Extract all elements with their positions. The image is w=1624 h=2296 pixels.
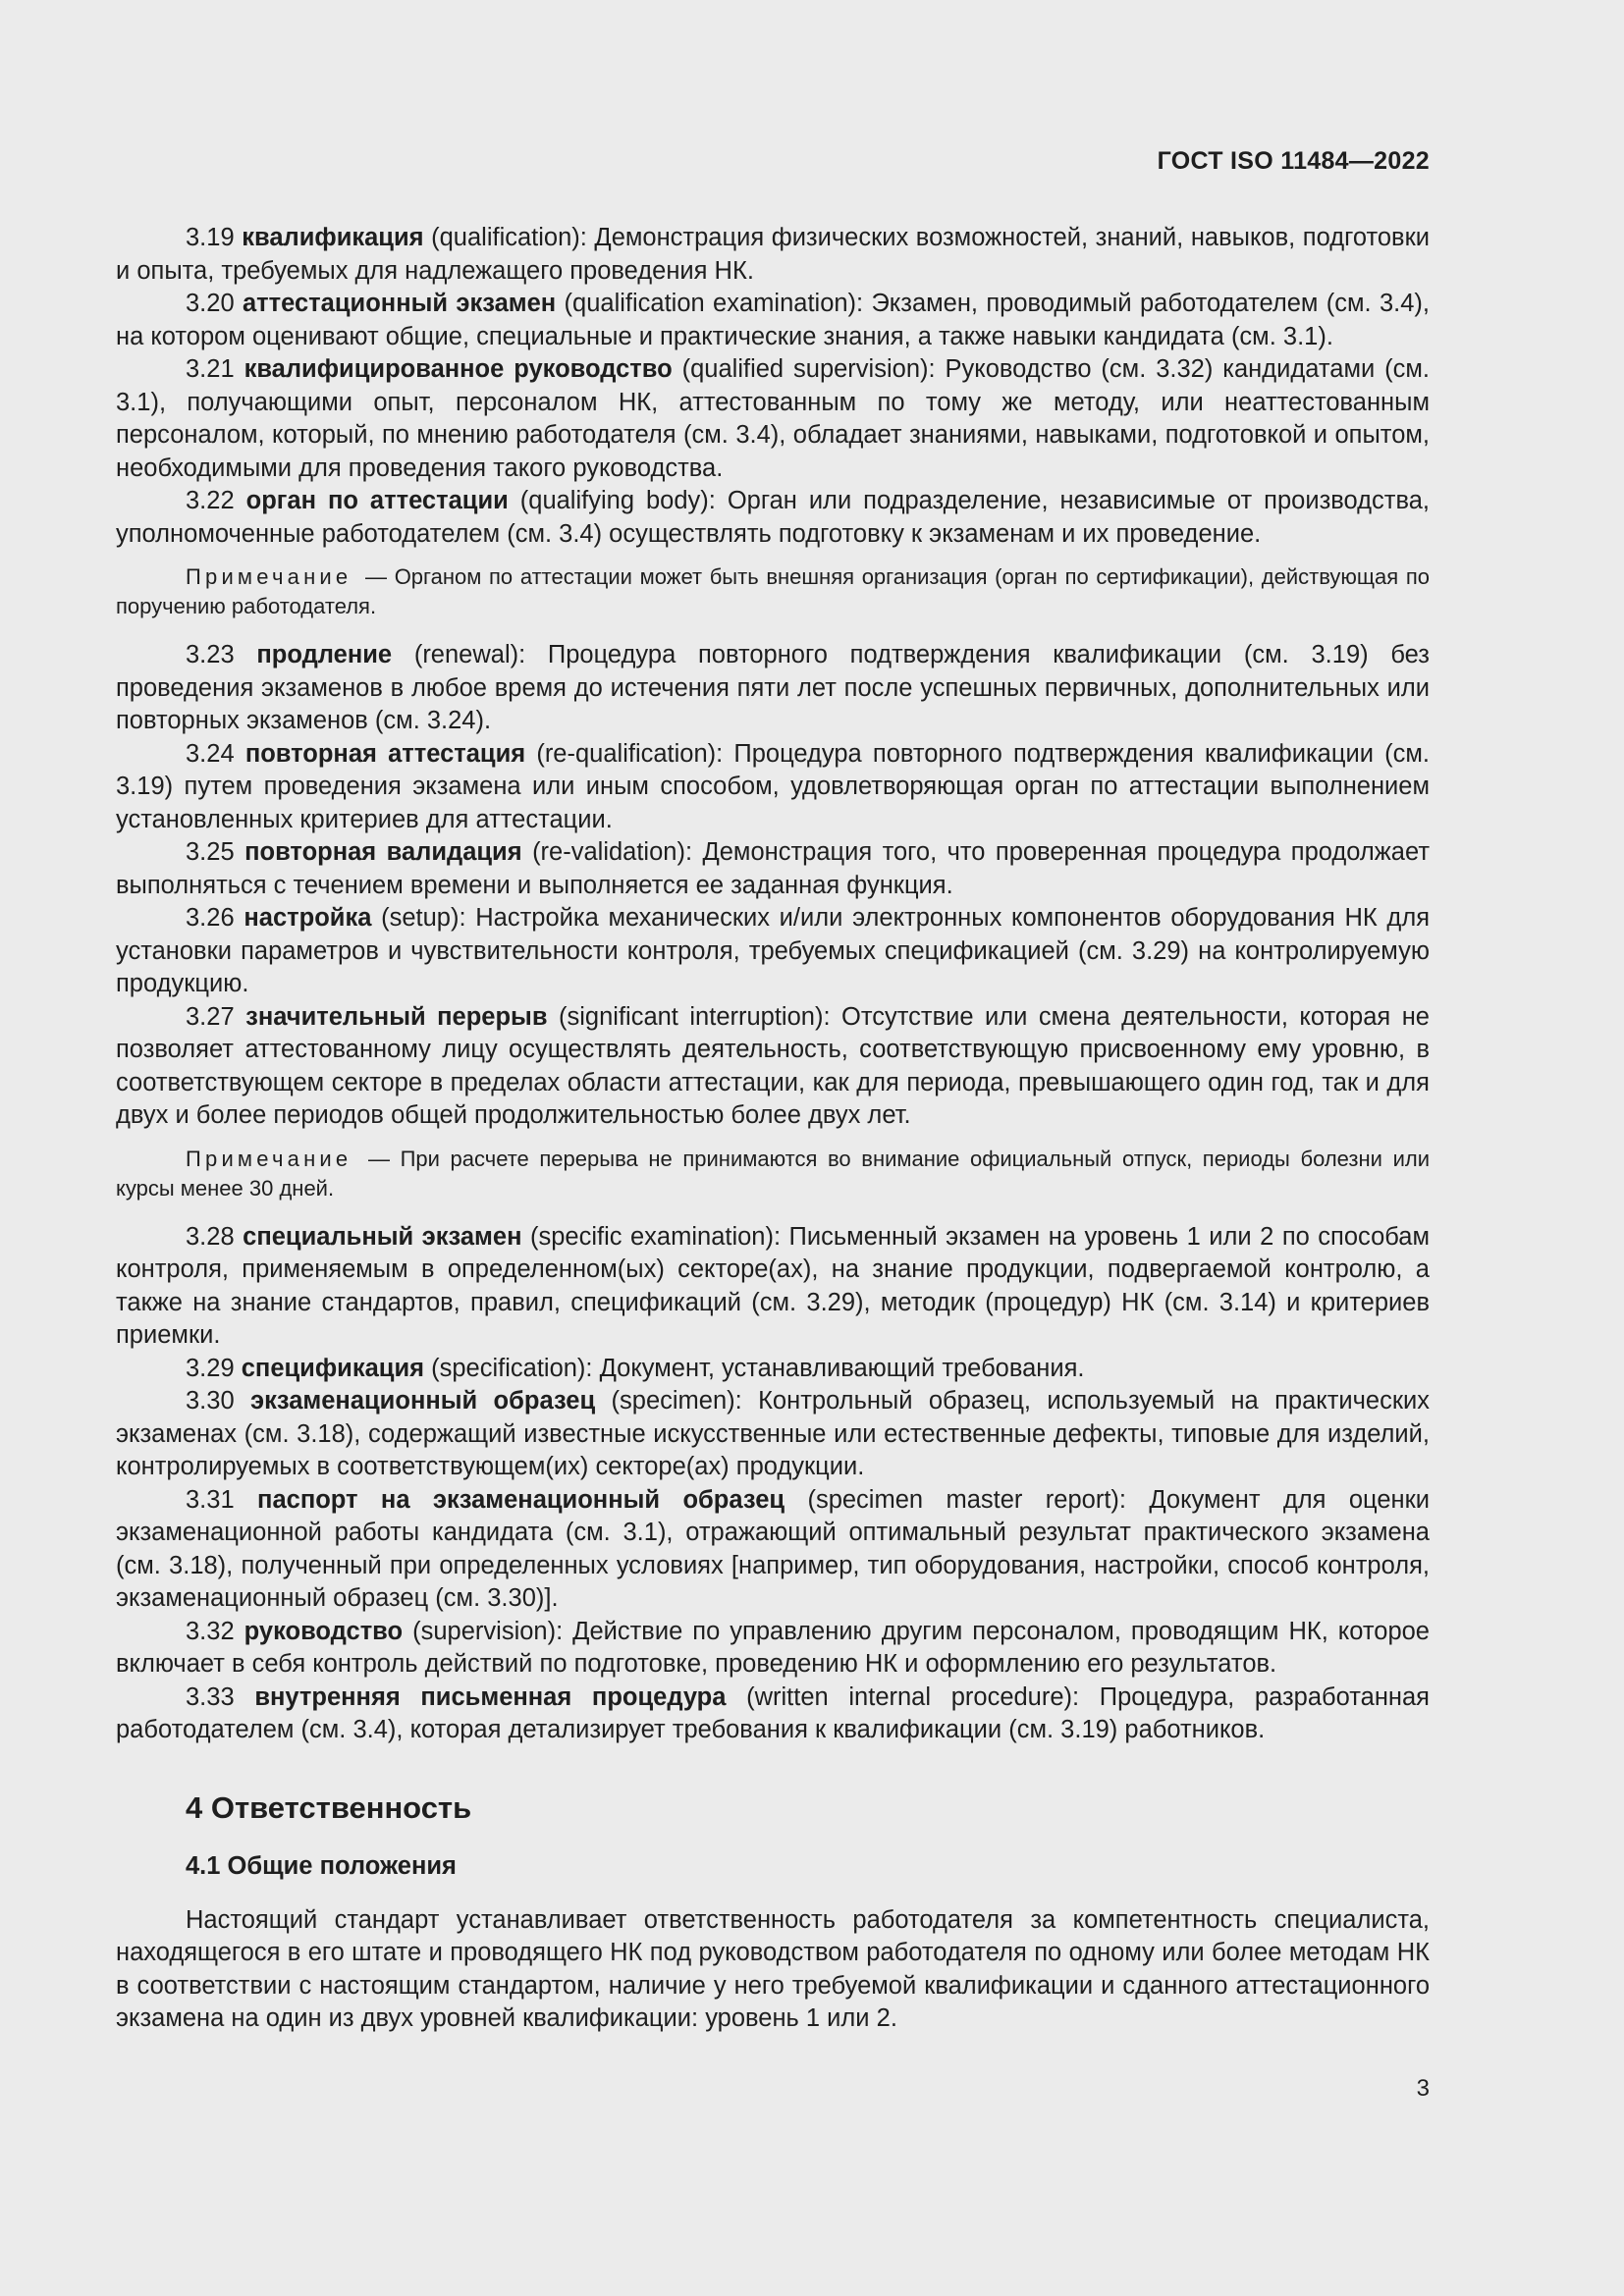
term-number: 3.32 [186,1617,235,1645]
term-entry [116,222,1430,288]
term-name: специальный экзамен [243,1222,522,1251]
term-name: квалификация [242,224,424,251]
note [116,562,1430,621]
term-number: 3.33 [186,1682,235,1711]
term-definition: (specification): Документ, устанавливающий требования. [424,1354,1085,1382]
note-text: — При расчете перерыва не принимаются во внимание официальный отпуск, периоды болезни или курсы менее 30 дней. [116,1146,1430,1201]
term-number: 3.27 [186,1002,235,1031]
term-entry [116,1353,1430,1386]
term-entry [116,1616,1430,1682]
term-name: настройка [244,904,372,932]
term-definition: (specimen master report): Документ для оценки экзаменационной работы кандидата (см. 3.1), отражающий оптимальный результат практического экзамена (см. 3.18), полученный при определенных условиях [например, тип оборудования, настройки, способ контроля, экзаменационный образец (см. 3.30)]. [116,1485,1431,1612]
document-header: ГОСТ ISO 11484—2022 [1157,147,1430,175]
section-paragraph: Настоящий стандарт устанавливает ответственность работодателя за компетентность специалиста, находящегося в его штате и проводящего НК под руководством работодателя по одному или более методам НК в соответствии с настоящим стандартом, наличие у него требуемой квалификации и сданного аттестационного экзамена на один из двух уровней квалификации: уровень 1 или 2. [116,1905,1430,2032]
term-definition: (qualifying body): Орган или подразделение, независимые от производства, уполномоченные работодателем (см. 3.4) осуществлять подготовку к экзаменам и их проведение. [116,487,1430,548]
term-number: 3.20 [186,290,235,317]
term-name: повторная валидация [244,838,522,866]
term-entry [116,1001,1430,1133]
term-name: спецификация [241,1354,425,1382]
term-name: внутренняя письменная процедура [254,1682,727,1711]
term-entry [116,639,1430,738]
term-definition: (re-validation): Демонстрация того, что проверенная процедура продолжает выполняться с течением времени и выполняется ее заданная функция. [116,838,1431,899]
term-number: 3.31 [186,1485,235,1514]
note [116,1145,1430,1203]
term-number: 3.22 [186,487,235,514]
term-number: 3.25 [186,838,235,866]
term-entry [116,836,1430,902]
section-heading: 4 Ответственность [186,1789,472,1825]
subsection-heading: 4.1 Общие положения [186,1851,457,1880]
term-name: орган по аттестации [245,487,509,514]
term-name: продление [256,641,393,668]
term-entry [116,353,1430,485]
term-definition: (specific examination): Письменный экзамен на уровень 1 или 2 по способам контроля, применяемым в определенном(ых) секторе(ах), на знание продукции, подвергаемой контролю, а также на знание стандартов, правил, спецификаций (см. 3.29), методик (процедур) НК (см. 3.14) и критериев приемки. [116,1222,1430,1349]
term-definition: (renewal): Процедура повторного подтверждения квалификации (см. 3.19) без проведения экзаменов в любое время до истечения пяти лет после успешных первичных, дополнительных или повторных экзаменов (см. 3.24). [116,641,1430,734]
term-entry [116,1682,1430,1747]
term-name: повторная аттестация [244,739,526,768]
term-number: 3.23 [186,641,235,668]
term-definition: (significant interruption): Отсутствие или смена деятельности, которая не позволяет аттестованному лицу осуществлять деятельность, соответствующую присвоенному ему уровню, в соответствующем секторе в пределах области аттестации, как для периода, превышающего один год, так и для двух и более периодов общей продолжительностью более двух лет. [116,1002,1430,1129]
note-label: Примечание [186,1146,352,1171]
page-number: 3 [1416,2075,1430,2102]
term-definition: (qualified supervision): Руководство (см. 3.32) кандидатами (см. 3.1), получающими опыт, персоналом НК, аттестованным по тому же методу, или неаттестованным персоналом, который, по мнению работодателя (см. 3.4), обладает знаниями, навыками, подготовкой и опытом, необходимыми для проведения такого руководства. [116,355,1430,482]
term-number: 3.29 [186,1354,235,1382]
page-content [116,222,1430,2036]
term-entry [116,1221,1430,1353]
term-definition: (specimen): Контрольный образец, используемый на практических экзаменах (см. 3.18), содержащий известные искусственные или естественные дефекты, типовые для изделий, контролируемых в соответствующем(их) секторе(ах) продукции. [116,1387,1431,1480]
term-name: аттестационный экзамен [243,290,557,317]
term-name: значительный перерыв [245,1002,548,1031]
term-entry [116,1484,1430,1616]
term-name: квалифицированное руководство [244,355,673,383]
term-name: паспорт на экзаменационный образец [257,1485,785,1514]
term-number: 3.30 [186,1387,235,1415]
term-definition: (written internal procedure): Процедура, разработанная работодателем (см. 3.4), которая детализирует требования к квалификации (см. 3.19) работников. [116,1682,1430,1743]
note-text: — Органом по аттестации может быть внешняя организация (орган по сертификации), действующая по поручению работодателя. [116,564,1430,618]
term-name: экзаменационный образец [250,1387,596,1415]
term-number: 3.26 [186,904,235,932]
term-definition: (re-qualification): Процедура повторного подтверждения квалификации (см. 3.19) путем проведения экзамена или иным способом, удовлетворяющая орган по аттестации выполнением установленных критериев для аттестации. [116,739,1430,833]
term-number: 3.19 [186,224,235,251]
term-entry [116,288,1430,353]
term-number: 3.21 [186,355,235,383]
term-definition: (setup): Настройка механических и/или электронных компонентов оборудования НК для установки параметров и чувствительности контроля, требуемых спецификацией (см. 3.29) на контролируемую продукцию. [116,904,1431,997]
term-definition: (supervision): Действие по управлению другим персоналом, проводящим НК, которое включает в себя контроль действий по подготовке, проведению НК и оформлению его результатов. [116,1617,1430,1678]
term-entry [116,485,1430,551]
term-entry [116,1385,1430,1484]
term-entry [116,738,1430,837]
term-definition: (qualification): Демонстрация физических возможностей, знаний, навыков, подготовки и опыта, требуемых для надлежащего проведения НК. [116,224,1430,285]
term-definition: (qualification examination): Экзамен, проводимый работодателем (см. 3.4), на котором оценивают общие, специальные и практические знания, а также навыки кандидата (см. 3.1). [116,290,1430,350]
term-name: руководство [244,1617,404,1645]
term-entry [116,902,1430,1001]
term-number: 3.28 [186,1222,235,1251]
note-label: Примечание [186,564,352,589]
term-number: 3.24 [186,739,235,768]
